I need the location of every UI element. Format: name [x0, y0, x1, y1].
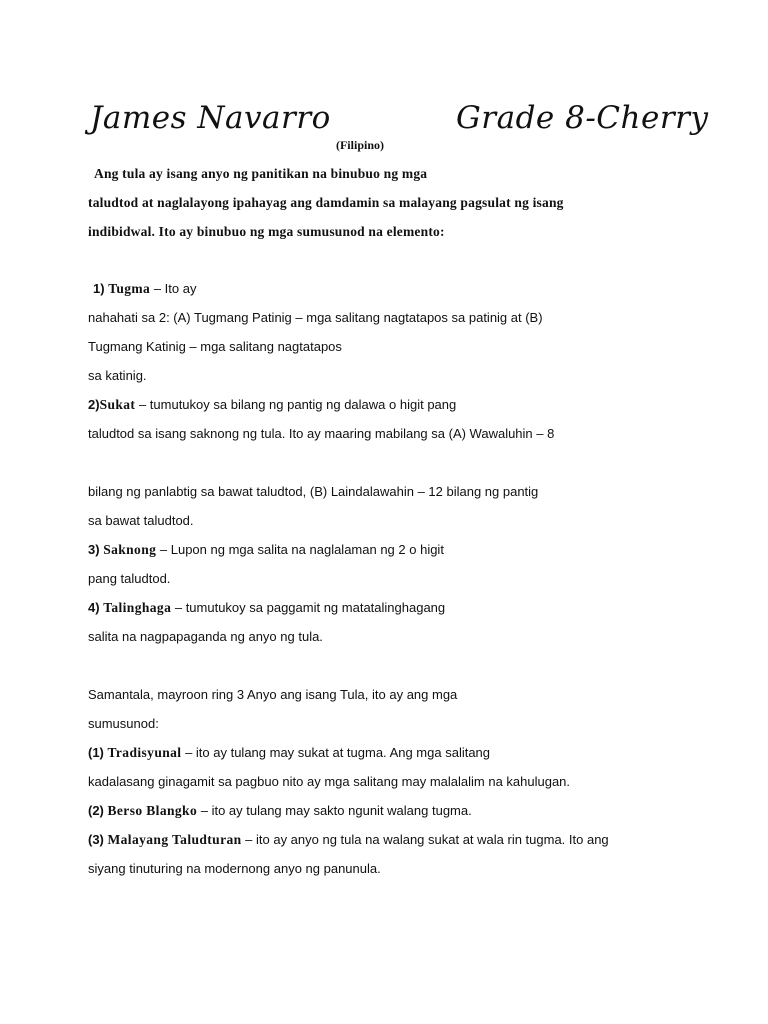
element-number: 1)	[93, 281, 105, 296]
element-term: Talinghaga	[103, 600, 172, 615]
element-saknong	[88, 542, 444, 558]
anyo-number: (3)	[88, 832, 104, 847]
talinghaga-line-2: salita na nagpapaganda ng anyo ng tula.	[88, 629, 323, 644]
anyo-term: Malayang Taludturan	[107, 832, 242, 847]
element-term: Tugma	[108, 281, 151, 296]
intro-line-2: taludtod at naglalayong ipahayag ang damdamin sa malayang pagsulat ng isang	[88, 195, 564, 210]
element-tugma	[93, 281, 196, 297]
element-number: 3)	[88, 542, 100, 557]
tugma-line-3: Tugmang Katinig – mga salitang nagtatapos	[88, 339, 342, 354]
element-term: Saknong	[103, 542, 157, 557]
anyo-term: Tradisyunal	[107, 745, 182, 760]
anyo-text: – ito ay tulang may sakto ngunit walang tugma.	[197, 803, 472, 818]
element-talinghaga	[88, 600, 445, 616]
tugma-line-2: nahahati sa 2: (A) Tugmang Patinig – mga salitang nagtatapos sa patinig at (B)	[88, 310, 543, 325]
anyo-term: Berso Blangko	[107, 803, 198, 818]
element-number: 4)	[88, 600, 100, 615]
intro-line-1: Ang tula ay isang anyo ng panitikan na binubuo ng mga	[94, 166, 428, 181]
anyo-number: (2)	[88, 803, 104, 818]
anyo-tradisyunal	[88, 745, 490, 761]
anyo-text: – ito ay tulang may sukat at tugma. Ang mga salitang	[181, 745, 491, 760]
element-number: 2)	[88, 397, 100, 412]
sukat-line-4: sa bawat taludtod.	[88, 513, 194, 528]
anyo-malayang-taludturan	[88, 832, 609, 848]
malayang-line-2: siyang tinuturing na modernong anyo ng panunula.	[88, 861, 381, 876]
element-sukat	[88, 397, 456, 413]
intro-line-3: indibidwal. Ito ay binubuo ng mga sumusunod na elemento:	[88, 224, 445, 239]
element-term: Sukat	[99, 397, 136, 412]
anyo-text: – ito ay anyo ng tula na walang sukat at wala rin tugma. Ito ang	[241, 832, 609, 847]
saknong-line-2: pang taludtod.	[88, 571, 171, 586]
anyo-intro-2: sumusunod:	[88, 716, 159, 731]
tradisyunal-line-2: kadalasang ginagamit sa pagbuo nito ay mga salitang may malalalim na kahulugan.	[88, 774, 571, 789]
grade-section: Grade 8-Cherry	[456, 100, 709, 136]
sukat-line-3: bilang ng panlabtig sa bawat taludtod, (B) Laindalawahin – 12 bilang ng pantig	[88, 484, 539, 499]
sukat-line-2: taludtod sa isang saknong ng tula. Ito ay maaring mabilang sa (A) Wawaluhin – 8	[88, 426, 555, 441]
element-text: – Ito ay	[150, 281, 197, 296]
element-text: – tumutukoy sa paggamit ng matatalinghagang	[171, 600, 446, 615]
student-name: James Navarro	[90, 100, 331, 136]
tugma-line-4: sa katinig.	[88, 368, 147, 383]
subject-title: (Filipino)	[335, 138, 384, 152]
anyo-intro-1: Samantala, mayroon ring 3 Anyo ang isang Tula, ito ay ang mga	[88, 687, 458, 702]
anyo-number: (1)	[88, 745, 104, 760]
element-text: – tumutukoy sa bilang ng pantig ng dalawa o higit pang	[135, 397, 457, 412]
element-text: – Lupon ng mga salita na naglalaman ng 2 o higit	[156, 542, 444, 557]
anyo-berso-blangko	[88, 803, 472, 819]
